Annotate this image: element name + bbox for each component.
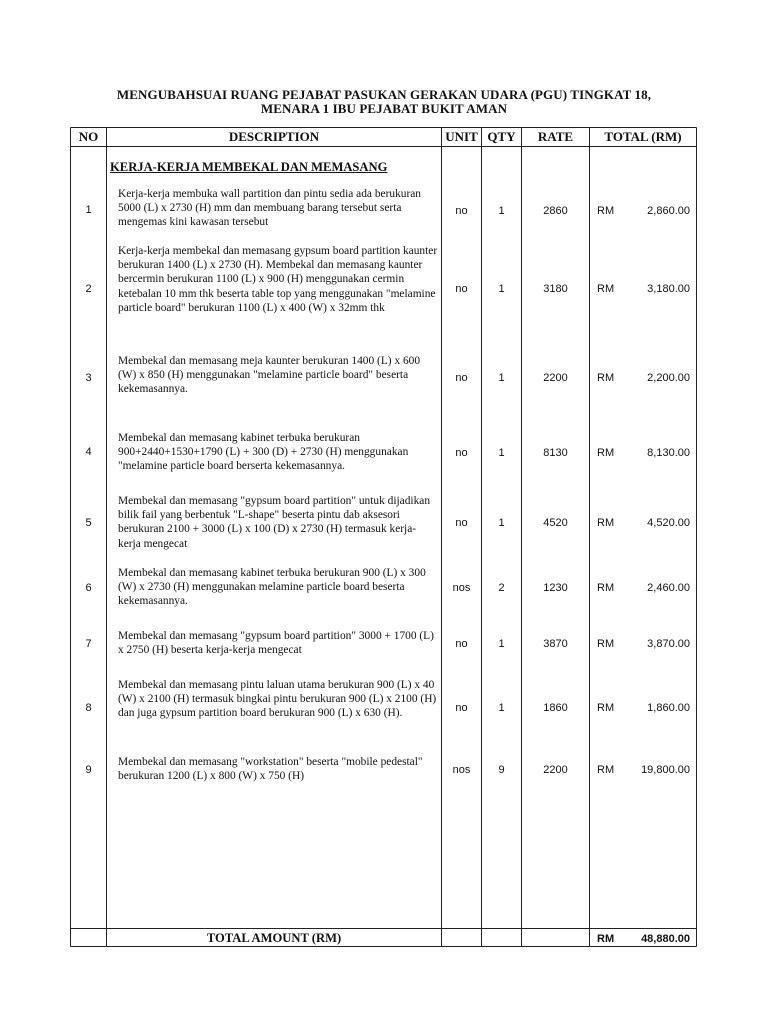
total-amount-value: 48,880.00 — [641, 933, 690, 945]
item-unit: no — [455, 205, 468, 217]
item-no: 4 — [85, 446, 92, 458]
item-total: 1,860.00 — [647, 702, 690, 714]
item-currency: RM — [597, 447, 615, 459]
item-no: 5 — [85, 517, 92, 529]
item-unit: no — [455, 372, 468, 384]
item-total: 3,870.00 — [647, 638, 690, 650]
item-unit: no — [455, 447, 468, 459]
item-description: Membekal dan memasang "workstation" beserta "mobile pedestal" berukuran 1200 (L) x 800 (W) x 750 (H) — [118, 756, 423, 783]
item-no: 9 — [85, 764, 92, 776]
item-currency: RM — [597, 702, 615, 714]
item-currency: RM — [597, 764, 615, 776]
item-qty: 1 — [498, 447, 505, 459]
item-rate: 1230 — [543, 582, 568, 594]
item-qty: 1 — [498, 517, 505, 529]
item-unit: no — [455, 283, 468, 295]
item-total: 4,520.00 — [647, 517, 690, 529]
item-unit: nos — [452, 764, 471, 776]
item-description: Kerja-kerja membekal dan memasang gypsum board partition kaunter berukuran 1400 (L) x 2730 (H). Membekal dan memasang kaunter bercermin berukuran 1100 (L) x 900 (H) menggunakan cermin ketebalan 10 mm thk beserta table top yang menggunakan "melamine particle board" berukuran 1100 (L) x 400 (W) x 32mm thk — [118, 245, 438, 314]
header-description: DESCRIPTION — [228, 129, 320, 144]
item-qty: 1 — [498, 702, 505, 714]
item-rate: 4520 — [543, 517, 568, 529]
total-currency: RM — [597, 933, 615, 945]
item-rate: 2200 — [543, 372, 568, 384]
item-qty: 1 — [498, 638, 505, 650]
item-description: Membekal dan memasang meja kaunter berukuran 1400 (L) x 600 (W) x 850 (H) menggunakan "melamine particle board" beserta kekemasannya. — [118, 355, 421, 396]
document-title-line-1: MENGUBAHSUAI RUANG PEJABAT PASUKAN GERAKAN UDARA (PGU) TINGKAT 18, — [116, 87, 652, 102]
header-unit: UNIT — [445, 129, 478, 144]
item-description: Membekal dan memasang "gypsum board partition" untuk dijadikan bilik fail yang berbentuk "L-shape" beserta pintu dab aksesori berukuran 2100 + 3000 (L) x 100 (D) x 2730 (H) termasuk kerja-kerja mengecat — [118, 495, 431, 550]
header-no: NO — [78, 129, 99, 144]
item-description: Membekal dan memasang pintu laluan utama berukuran 900 (L) x 40 (W) x 2100 (H) termasuk bingkai pintu berukuran 900 (L) x 2100 (H) dan juga gypsum partition board berukuran 900 (L) x 630 (H). — [118, 679, 437, 720]
item-total: 2,860.00 — [647, 205, 690, 217]
item-no: 1 — [85, 204, 92, 216]
item-unit: no — [455, 517, 468, 529]
item-qty: 1 — [498, 205, 505, 217]
item-no: 7 — [85, 638, 92, 650]
item-rate: 1860 — [543, 702, 568, 714]
item-no: 8 — [85, 702, 92, 714]
item-qty: 2 — [498, 582, 505, 594]
item-currency: RM — [597, 582, 615, 594]
item-unit: no — [455, 638, 468, 650]
item-total: 3,180.00 — [647, 283, 690, 295]
item-currency: RM — [597, 517, 615, 529]
item-no: 2 — [85, 283, 92, 295]
item-currency: RM — [597, 283, 615, 295]
document-title-line-2: MENARA 1 IBU PEJABAT BUKIT AMAN — [260, 101, 508, 116]
item-no: 3 — [85, 372, 92, 384]
item-currency: RM — [597, 372, 615, 384]
item-rate: 2860 — [543, 205, 568, 217]
item-total: 2,460.00 — [647, 582, 690, 594]
header-qty: QTY — [487, 129, 516, 144]
item-total: 8,130.00 — [647, 447, 690, 459]
item-rate: 3180 — [543, 283, 568, 295]
total-amount-label: TOTAL AMOUNT (RM) — [206, 931, 342, 945]
item-description: Membekal dan memasang kabinet terbuka berukuran 900+2440+1530+1790 (L) + 300 (D) + 2730 (H) menggunakan "melamine particle board berserta kekemasannya. — [118, 432, 409, 473]
header-total: TOTAL (RM) — [604, 129, 682, 144]
item-qty: 1 — [498, 372, 505, 384]
item-unit: nos — [452, 582, 471, 594]
header-rate: RATE — [537, 129, 574, 144]
item-total: 19,800.00 — [641, 764, 690, 776]
item-description: Kerja-kerja membuka wall partition dan pintu sedia ada berukuran 5000 (L) x 2730 (H) mm dan membuang barang tersebut serta mengemas kini kawasan tersebut — [118, 188, 422, 229]
item-rate: 2200 — [543, 764, 568, 776]
item-unit: no — [455, 702, 468, 714]
item-description: Membekal dan memasang kabinet terbuka berukuran 900 (L) x 300 (W) x 2730 (H) menggunakan melamine particle board beserta kekemasannya. — [118, 567, 426, 608]
item-currency: RM — [597, 205, 615, 217]
item-rate: 8130 — [543, 447, 568, 459]
item-description: Membekal dan memasang "gypsum board partition" 3000 + 1700 (L) x 2750 (H) beserta kerja-kerja mengecat — [118, 630, 434, 657]
section-heading: KERJA-KERJA MEMBEKAL DAN MEMASANG — [110, 160, 388, 174]
item-qty: 1 — [498, 283, 505, 295]
item-total: 2,200.00 — [647, 372, 690, 384]
item-no: 6 — [85, 582, 92, 594]
item-rate: 3870 — [543, 638, 568, 650]
item-qty: 9 — [498, 764, 505, 776]
item-currency: RM — [597, 638, 615, 650]
